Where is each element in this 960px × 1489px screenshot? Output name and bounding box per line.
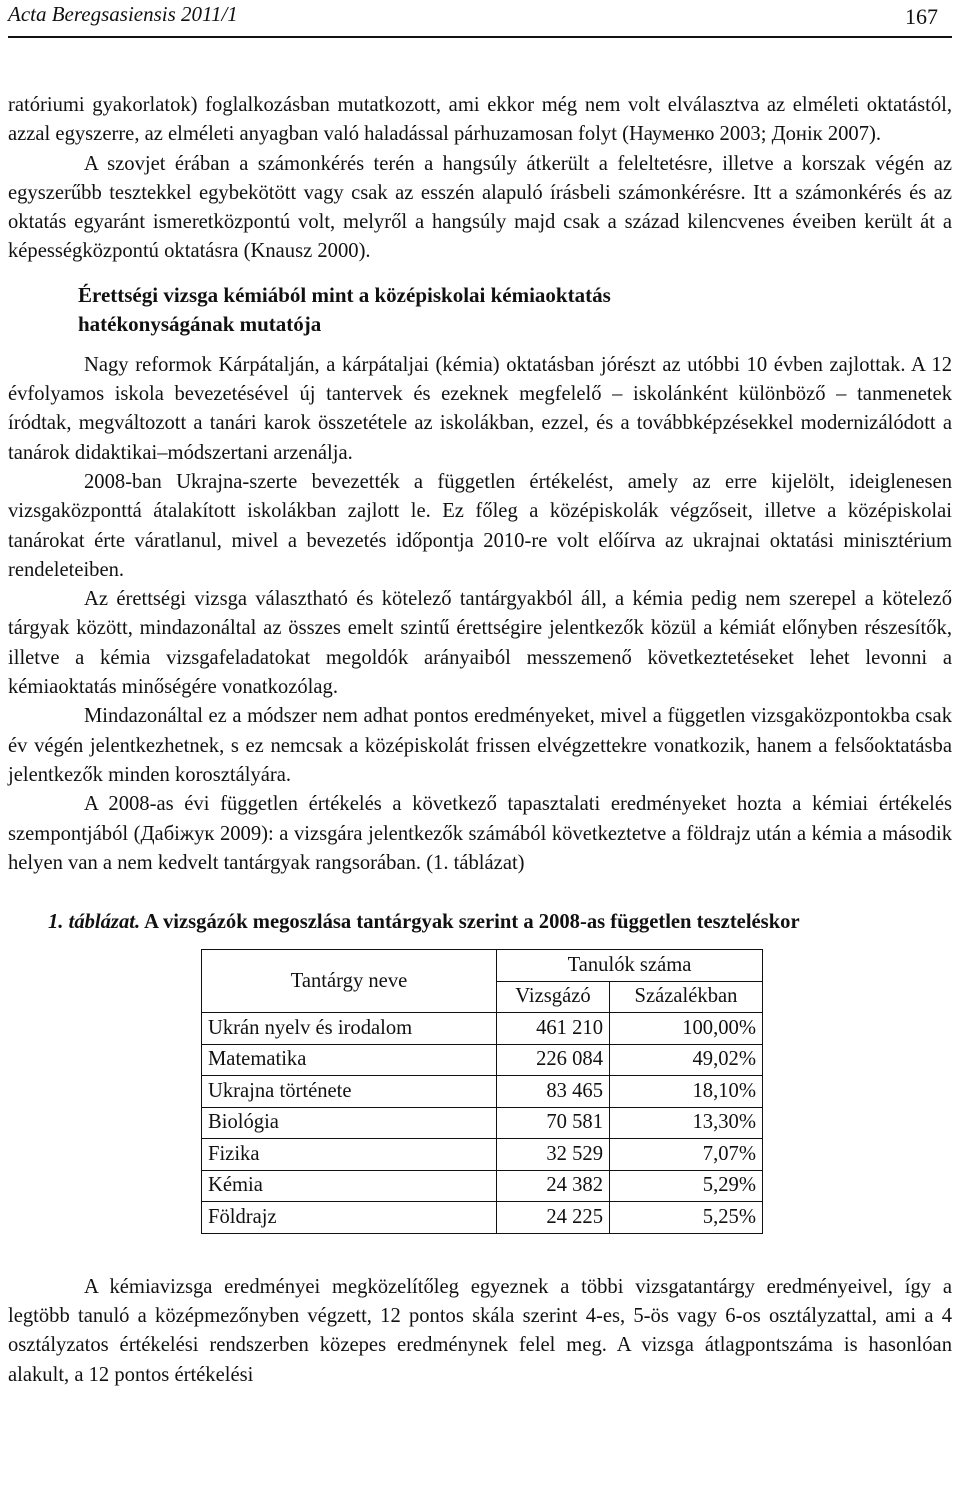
header-subject: Tantárgy neve <box>202 950 497 1013</box>
cell-count: 24 225 <box>497 1202 610 1234</box>
paragraph: A szovjet érában a számonkérés terén a hangsúly átkerült a feleltetésre, illetve a korszak végén az egyszerűbb tesztekkel egybekötött vagy csak az esszén alapuló írásbeli számonkérésre. Itt a számonkérés és az oktatás egyaránt ismeretközpontú volt, melyről a hangsúly majd csak a század kilencvenes éveiben került át a képességközpontú oktatásra (Knausz 2000). <box>8 152 952 263</box>
cell-subject: Ukrán nyelv és irodalom <box>202 1013 497 1045</box>
cell-subject: Ukrajna története <box>202 1076 497 1108</box>
page-number: 167 <box>905 4 938 29</box>
paragraph: 2008-ban Ukrajna-szerte bevezették a független értékelést, amely az erre kijelölt, ideiglenesen vizsgaközponttá átalakított iskolákban zajlott le. Ez főleg a középiskolák végzőseit, illetve a középiskolai tanárokat érte váratlanul, mivel a bevezetés időpontja 2010-re volt előírva az ukrajnai oktatási minisztérium rendeleteiben. <box>8 470 952 581</box>
page-header <box>8 0 952 38</box>
section-heading <box>78 281 952 339</box>
cell-count: 70 581 <box>497 1107 610 1139</box>
table-row <box>202 1076 763 1108</box>
table-row <box>202 1107 763 1139</box>
cell-percent: 49,02% <box>610 1044 763 1076</box>
cell-percent: 5,29% <box>610 1170 763 1202</box>
table-caption-text: A vizsgázók megoszlása tantárgyak szerint a 2008-as független teszteléskor <box>140 911 800 934</box>
table-header-row <box>202 950 763 982</box>
cell-percent: 5,25% <box>610 1202 763 1234</box>
table-caption-number: 1. táblázat. <box>48 911 141 934</box>
paragraph-continuation: ratóriumi gyakorlatok) foglalkozásban mutatkozott, ami ekkor még nem volt elválasztva az elméleti oktatástól, azzal egyszerre, az elméleti anyagban való haladással párhuzamosan folyt (Науменко 2003; Донік 2007). <box>8 94 952 146</box>
table-row <box>202 1139 763 1171</box>
cell-percent: 7,07% <box>610 1139 763 1171</box>
cell-count: 24 382 <box>497 1170 610 1202</box>
cell-subject: Biológia <box>202 1107 497 1139</box>
page-body <box>8 91 952 1390</box>
cell-subject: Matematika <box>202 1044 497 1076</box>
cell-percent: 100,00% <box>610 1013 763 1045</box>
cell-subject: Kémia <box>202 1170 497 1202</box>
table-row <box>202 1044 763 1076</box>
journal-title: Acta Beregsasiensis 2011/1 <box>8 2 238 26</box>
cell-count: 32 529 <box>497 1139 610 1171</box>
cell-count: 83 465 <box>497 1076 610 1108</box>
header-percent: Százalékban <box>610 981 763 1013</box>
cell-percent: 13,30% <box>610 1107 763 1139</box>
paragraph: A 2008-as évi független értékelés a következő tapasztalati eredményeket hozta a kémiai értékelés szempontjából (Дабіжук 2009): a vizsgára jelentkezők számából következtetve a földrajz után a kémia a második helyen van a nem kedvelt tantárgyak rangsorában. (1. táblázat) <box>8 793 952 874</box>
cell-percent: 18,10% <box>610 1076 763 1108</box>
cell-count: 461 210 <box>497 1013 610 1045</box>
section-heading-line1: Érettségi vizsga kémiából mint a középiskolai kémiaoktatás <box>78 282 611 307</box>
cell-subject: Földrajz <box>202 1202 497 1234</box>
table-row <box>202 1013 763 1045</box>
paragraph: A kémiavizsga eredményei megközelítőleg egyeznek a többi vizsgatantárgy eredményeivel, így a legtöbb tanuló a középmezőnyben végzett, 12 pontos skála szerint 4-es, 5-ös vagy 6-os osztályzattal, ami a 4 osztályzatos értékelési rendszerben közepes eredménynek felel meg. A vizsga átlagpontszáma is hasonlóan alakult, a 12 pontos értékelési <box>8 1275 952 1386</box>
cell-count: 226 084 <box>497 1044 610 1076</box>
subject-distribution-table <box>201 949 763 1234</box>
table-row <box>202 1202 763 1234</box>
section-heading-line2: hatékonyságának mutatója <box>78 311 322 336</box>
header-count: Vizsgázó <box>497 981 610 1013</box>
paragraph: Mindazonáltal ez a módszer nem adhat pontos eredményeket, mivel a független vizsgaközpontokba csak év végén jelentkezhetnek, s ez nemcsak a középiskolát frissen elvégzettekre vonatkozik, hanem a felsőoktatásba jelentkezők minden korosztályára. <box>8 705 952 786</box>
paragraph: Nagy reformok Kárpátalján, a kárpátaljai (kémia) oktatásban jórészt az utóbbi 10 évben zajlottak. A 12 évfolyamos iskola bevezetésével új tantervek és ezeknek megfelelő – iskolánként különböző – tanmenetek íródtak, megváltozott a tanári karok összetétele az iskolákban, ezzel, és a továbbképzésekkel modernizálódott a tanárok didaktikai–módszertani arzenálja. <box>8 353 952 464</box>
table-row <box>202 1170 763 1202</box>
cell-subject: Fizika <box>202 1139 497 1171</box>
paragraph: Az érettségi vizsga választható és kötelező tantárgyakból áll, a kémia pedig nem szerepel a kötelező tárgyak között, mindazonáltal az összes emelt szintű érettségire jelentkezők közül a kémiát előnyben részesítők, illetve a kémia vizsgafeladatokat megoldók arányaiból messzemenő következtetéseket lehet levonni a kémiaoktatás minőségére vonatkozólag. <box>8 588 952 699</box>
table-caption <box>48 908 952 937</box>
header-students: Tanulók száma <box>497 950 763 982</box>
